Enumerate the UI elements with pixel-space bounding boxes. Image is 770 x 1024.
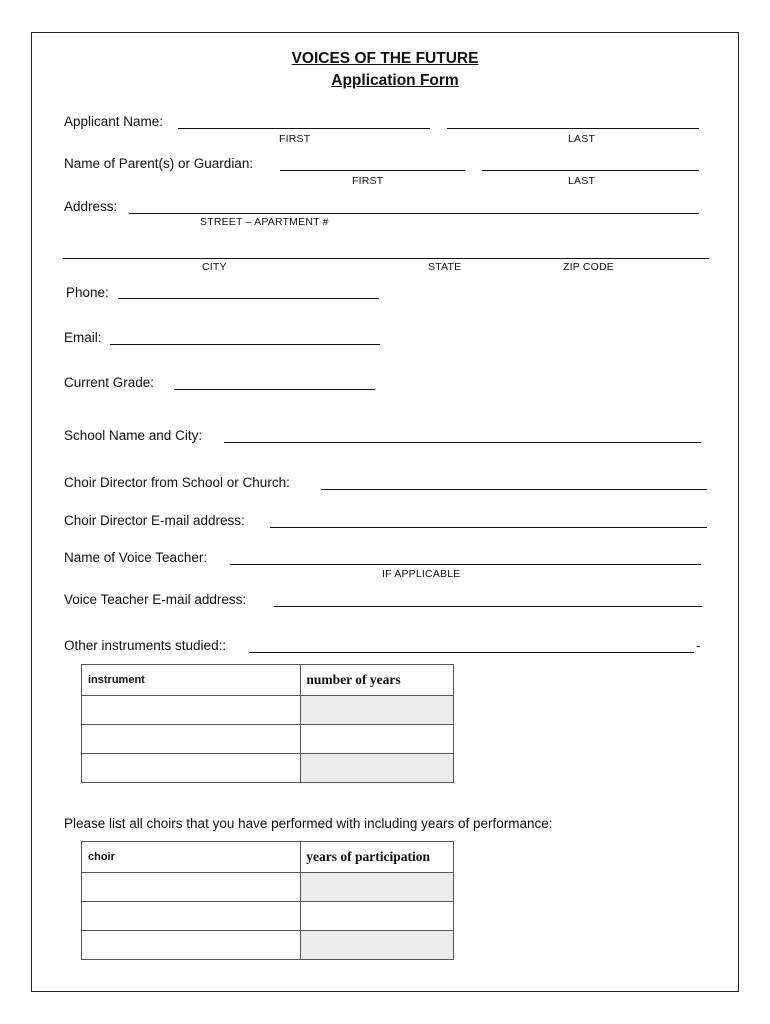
years-column-header: number of years bbox=[301, 665, 454, 696]
choir-cell[interactable] bbox=[82, 931, 301, 960]
city-state-zip-field[interactable] bbox=[63, 258, 709, 259]
if-applicable-hint: IF APPLICABLE bbox=[382, 568, 461, 580]
applicant-first-hint: FIRST bbox=[279, 133, 311, 145]
voice-teacher-field[interactable] bbox=[230, 564, 701, 565]
street-hint: STREET – APARTMENT # bbox=[200, 216, 329, 228]
participation-column-header: years of participation bbox=[301, 842, 454, 873]
choirs-prompt: Please list all choirs that you have performed with including years of performance: bbox=[64, 816, 553, 831]
instrument-cell[interactable] bbox=[82, 725, 301, 754]
phone-field[interactable] bbox=[118, 298, 379, 299]
table-header-row bbox=[82, 842, 454, 873]
table-row bbox=[82, 754, 454, 783]
phone-label: Phone: bbox=[66, 285, 109, 300]
instrument-cell[interactable] bbox=[82, 696, 301, 725]
other-instruments-trailing-dash: - bbox=[696, 638, 701, 653]
email-label: Email: bbox=[64, 330, 102, 345]
table-row bbox=[82, 902, 454, 931]
participation-cell[interactable] bbox=[301, 873, 454, 902]
table-row bbox=[82, 696, 454, 725]
table-header-row bbox=[82, 665, 454, 696]
choir-cell[interactable] bbox=[82, 902, 301, 931]
parent-first-name-field[interactable] bbox=[280, 170, 465, 171]
choir-director-email-field[interactable] bbox=[270, 527, 707, 528]
city-hint: CITY bbox=[202, 261, 227, 273]
choirs-table bbox=[81, 841, 454, 960]
table-row bbox=[82, 873, 454, 902]
table-row bbox=[82, 931, 454, 960]
applicant-name-label: Applicant Name: bbox=[64, 114, 164, 129]
parent-name-label: Name of Parent(s) or Guardian: bbox=[64, 156, 254, 171]
parent-last-hint: LAST bbox=[568, 175, 596, 187]
current-grade-label: Current Grade: bbox=[64, 375, 155, 390]
school-field[interactable] bbox=[224, 442, 701, 443]
state-hint: STATE bbox=[428, 261, 462, 273]
instruments-table bbox=[81, 664, 454, 783]
choir-column-header: choir bbox=[82, 842, 301, 873]
voice-teacher-email-field[interactable] bbox=[274, 606, 702, 607]
years-cell[interactable] bbox=[301, 754, 454, 783]
parent-last-name-field[interactable] bbox=[482, 170, 699, 171]
participation-cell[interactable] bbox=[301, 902, 454, 931]
years-cell[interactable] bbox=[301, 725, 454, 754]
choir-cell[interactable] bbox=[82, 873, 301, 902]
current-grade-field[interactable] bbox=[174, 389, 375, 390]
form-title: VOICES OF THE FUTURE bbox=[291, 50, 479, 67]
parent-first-hint: FIRST bbox=[352, 175, 384, 187]
table-row bbox=[82, 725, 454, 754]
school-label: School Name and City: bbox=[64, 428, 203, 443]
other-instruments-field[interactable] bbox=[249, 652, 694, 653]
years-cell[interactable] bbox=[301, 696, 454, 725]
instrument-column-header: instrument bbox=[82, 665, 301, 696]
applicant-last-name-field[interactable] bbox=[447, 128, 699, 129]
voice-teacher-label: Name of Voice Teacher: bbox=[64, 550, 208, 565]
choir-director-email-label: Choir Director E-mail address: bbox=[64, 513, 245, 528]
street-address-field[interactable] bbox=[129, 213, 699, 214]
form-subtitle: Application Form bbox=[331, 72, 459, 89]
other-instruments-label: Other instruments studied:: bbox=[64, 638, 227, 653]
applicant-first-name-field[interactable] bbox=[178, 128, 430, 129]
address-label: Address: bbox=[64, 199, 118, 214]
email-field[interactable] bbox=[110, 344, 380, 345]
zip-hint: ZIP CODE bbox=[563, 261, 614, 273]
instrument-cell[interactable] bbox=[82, 754, 301, 783]
participation-cell[interactable] bbox=[301, 931, 454, 960]
voice-teacher-email-label: Voice Teacher E-mail address: bbox=[64, 592, 247, 607]
choir-director-label: Choir Director from School or Church: bbox=[64, 475, 290, 490]
applicant-last-hint: LAST bbox=[568, 133, 596, 145]
choir-director-field[interactable] bbox=[321, 489, 707, 490]
